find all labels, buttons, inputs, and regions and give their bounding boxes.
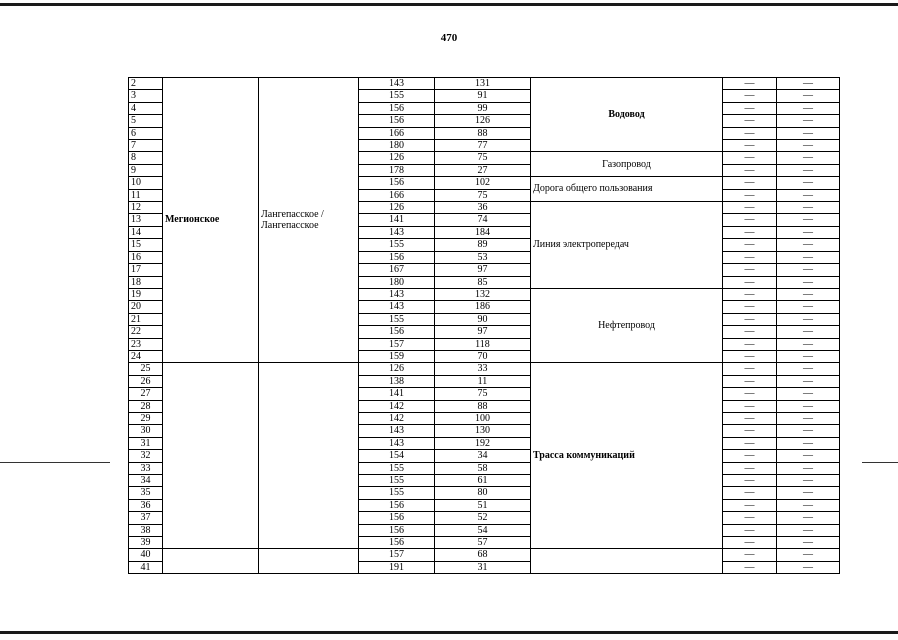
value-b: 91 [435, 90, 531, 102]
value-a: 191 [359, 561, 435, 573]
value-a: 156 [359, 512, 435, 524]
dash-cell: — [777, 140, 840, 152]
dash-cell: — [723, 251, 777, 263]
field-cell: Лангепасское / Лангепасское [259, 78, 359, 363]
value-a: 166 [359, 189, 435, 201]
row-number: 36 [129, 499, 163, 511]
row-number: 13 [129, 214, 163, 226]
scan-artifact-line [0, 462, 110, 463]
dash-cell: — [723, 301, 777, 313]
value-b: 192 [435, 437, 531, 449]
row-number: 2 [129, 78, 163, 90]
dash-cell: — [723, 487, 777, 499]
value-b: 75 [435, 388, 531, 400]
value-a: 180 [359, 276, 435, 288]
dash-cell: — [723, 78, 777, 90]
table-row [129, 549, 840, 561]
row-number: 7 [129, 140, 163, 152]
dash-cell: — [777, 226, 840, 238]
row-number: 17 [129, 264, 163, 276]
row-number: 37 [129, 512, 163, 524]
row-number: 3 [129, 90, 163, 102]
dash-cell: — [777, 127, 840, 139]
value-a: 126 [359, 152, 435, 164]
value-b: 54 [435, 524, 531, 536]
dash-cell: — [777, 537, 840, 549]
dash-cell: — [777, 450, 840, 462]
value-a: 155 [359, 462, 435, 474]
value-a: 156 [359, 537, 435, 549]
dash-cell: — [723, 412, 777, 424]
row-number: 21 [129, 313, 163, 325]
value-a: 156 [359, 177, 435, 189]
dash-cell: — [723, 239, 777, 251]
value-b: 58 [435, 462, 531, 474]
value-a: 155 [359, 90, 435, 102]
value-a: 143 [359, 437, 435, 449]
value-b: 74 [435, 214, 531, 226]
row-number: 4 [129, 102, 163, 114]
value-b: 97 [435, 264, 531, 276]
dash-cell: — [777, 549, 840, 561]
value-b: 80 [435, 487, 531, 499]
row-number: 26 [129, 375, 163, 387]
dash-cell: — [723, 264, 777, 276]
dash-cell: — [723, 499, 777, 511]
dash-cell: — [777, 524, 840, 536]
value-b: 70 [435, 350, 531, 362]
row-number: 34 [129, 475, 163, 487]
dash-cell: — [777, 388, 840, 400]
dash-cell: — [777, 462, 840, 474]
value-b: 11 [435, 375, 531, 387]
row-number: 41 [129, 561, 163, 573]
row-number: 8 [129, 152, 163, 164]
dash-cell: — [777, 115, 840, 127]
dash-cell: — [777, 499, 840, 511]
value-b: 77 [435, 140, 531, 152]
row-number: 23 [129, 338, 163, 350]
value-b: 85 [435, 276, 531, 288]
purpose-comm: Трасса коммуникаций [531, 363, 723, 549]
dash-cell: — [723, 524, 777, 536]
row-number: 31 [129, 437, 163, 449]
page-number: 470 [440, 32, 458, 44]
data-table [128, 77, 840, 574]
dash-cell: — [723, 537, 777, 549]
row-number: 18 [129, 276, 163, 288]
value-b: 33 [435, 363, 531, 375]
dash-cell: — [777, 276, 840, 288]
value-b: 131 [435, 78, 531, 90]
value-b: 186 [435, 301, 531, 313]
value-a: 142 [359, 400, 435, 412]
row-number: 30 [129, 425, 163, 437]
value-b: 61 [435, 475, 531, 487]
dash-cell: — [777, 239, 840, 251]
dash-cell: — [777, 288, 840, 300]
dash-cell: — [777, 189, 840, 201]
value-a: 156 [359, 499, 435, 511]
dash-cell: — [723, 462, 777, 474]
dash-cell: — [777, 313, 840, 325]
dash-cell: — [777, 437, 840, 449]
dash-cell: — [723, 350, 777, 362]
value-a: 156 [359, 524, 435, 536]
dash-cell: — [777, 487, 840, 499]
dash-cell: — [777, 326, 840, 338]
value-b: 184 [435, 226, 531, 238]
dash-cell: — [723, 140, 777, 152]
dash-cell: — [723, 276, 777, 288]
dash-cell: — [723, 425, 777, 437]
dash-cell: — [777, 301, 840, 313]
value-a: 143 [359, 78, 435, 90]
dash-cell: — [723, 288, 777, 300]
value-a: 155 [359, 487, 435, 499]
dash-cell: — [777, 338, 840, 350]
dash-cell: — [777, 90, 840, 102]
purpose-oil: Нефтепровод [531, 288, 723, 362]
purpose-gas: Газопровод [531, 152, 723, 177]
purpose-power: Линия электропередач [531, 202, 723, 289]
row-number: 40 [129, 549, 163, 561]
dash-cell: — [723, 226, 777, 238]
value-a: 143 [359, 301, 435, 313]
value-b: 36 [435, 202, 531, 214]
dash-cell: — [777, 251, 840, 263]
value-a: 138 [359, 375, 435, 387]
dash-cell: — [723, 164, 777, 176]
value-a: 143 [359, 226, 435, 238]
value-b: 34 [435, 450, 531, 462]
value-a: 126 [359, 202, 435, 214]
row-number: 20 [129, 301, 163, 313]
dash-cell: — [777, 164, 840, 176]
dash-cell: — [723, 115, 777, 127]
row-number: 5 [129, 115, 163, 127]
region-cell: Мегионское [163, 78, 259, 363]
dash-cell: — [723, 363, 777, 375]
row-number: 19 [129, 288, 163, 300]
value-a: 154 [359, 450, 435, 462]
value-a: 155 [359, 475, 435, 487]
value-a: 156 [359, 115, 435, 127]
value-b: 88 [435, 127, 531, 139]
row-number: 33 [129, 462, 163, 474]
row-number: 25 [129, 363, 163, 375]
value-b: 97 [435, 326, 531, 338]
row-number: 14 [129, 226, 163, 238]
dash-cell: — [723, 338, 777, 350]
dash-cell: — [723, 214, 777, 226]
dash-cell: — [777, 363, 840, 375]
row-number: 27 [129, 388, 163, 400]
value-b: 90 [435, 313, 531, 325]
dash-cell: — [777, 214, 840, 226]
dash-cell: — [777, 202, 840, 214]
row-number: 38 [129, 524, 163, 536]
row-number: 11 [129, 189, 163, 201]
value-b: 27 [435, 164, 531, 176]
value-a: 155 [359, 313, 435, 325]
value-a: 143 [359, 425, 435, 437]
region-cell-empty [163, 363, 259, 549]
value-b: 75 [435, 189, 531, 201]
table-row [129, 78, 840, 90]
dash-cell: — [723, 90, 777, 102]
value-a: 156 [359, 102, 435, 114]
dash-cell: — [777, 561, 840, 573]
dash-cell: — [723, 388, 777, 400]
dash-cell: — [777, 512, 840, 524]
row-number: 6 [129, 127, 163, 139]
value-b: 118 [435, 338, 531, 350]
value-a: 156 [359, 251, 435, 263]
value-b: 75 [435, 152, 531, 164]
scan-artifact-line [862, 462, 898, 463]
value-a: 166 [359, 127, 435, 139]
dash-cell: — [723, 450, 777, 462]
dash-cell: — [723, 127, 777, 139]
dash-cell: — [777, 102, 840, 114]
row-number: 39 [129, 537, 163, 549]
dash-cell: — [723, 475, 777, 487]
value-a: 141 [359, 214, 435, 226]
value-b: 100 [435, 412, 531, 424]
dash-cell: — [723, 102, 777, 114]
dash-cell: — [723, 437, 777, 449]
value-b: 126 [435, 115, 531, 127]
value-b: 52 [435, 512, 531, 524]
region-cell-empty [163, 549, 259, 574]
value-a: 167 [359, 264, 435, 276]
dash-cell: — [723, 313, 777, 325]
row-number: 10 [129, 177, 163, 189]
dash-cell: — [777, 152, 840, 164]
dash-cell: — [723, 512, 777, 524]
bottom-rule [0, 631, 898, 634]
value-b: 53 [435, 251, 531, 263]
value-b: 68 [435, 549, 531, 561]
row-number: 12 [129, 202, 163, 214]
value-b: 88 [435, 400, 531, 412]
dash-cell: — [723, 189, 777, 201]
dash-cell: — [777, 400, 840, 412]
value-a: 155 [359, 239, 435, 251]
value-a: 178 [359, 164, 435, 176]
purpose-empty [531, 549, 723, 574]
row-number: 16 [129, 251, 163, 263]
dash-cell: — [777, 412, 840, 424]
top-rule [0, 3, 898, 6]
dash-cell: — [723, 400, 777, 412]
value-b: 51 [435, 499, 531, 511]
value-b: 132 [435, 288, 531, 300]
value-b: 99 [435, 102, 531, 114]
dash-cell: — [723, 375, 777, 387]
field-cell-empty [259, 549, 359, 574]
value-a: 156 [359, 326, 435, 338]
value-a: 157 [359, 338, 435, 350]
dash-cell: — [723, 152, 777, 164]
dash-cell: — [777, 350, 840, 362]
value-a: 126 [359, 363, 435, 375]
dash-cell: — [777, 78, 840, 90]
row-number: 29 [129, 412, 163, 424]
row-number: 15 [129, 239, 163, 251]
value-a: 142 [359, 412, 435, 424]
dash-cell: — [777, 264, 840, 276]
row-number: 28 [129, 400, 163, 412]
dash-cell: — [723, 561, 777, 573]
value-b: 89 [435, 239, 531, 251]
value-a: 157 [359, 549, 435, 561]
value-b: 31 [435, 561, 531, 573]
row-number: 22 [129, 326, 163, 338]
field-cell-empty [259, 363, 359, 549]
row-number: 32 [129, 450, 163, 462]
purpose-water: Водовод [531, 78, 723, 152]
value-b: 130 [435, 425, 531, 437]
dash-cell: — [723, 326, 777, 338]
dash-cell: — [723, 549, 777, 561]
dash-cell: — [723, 177, 777, 189]
row-number: 24 [129, 350, 163, 362]
value-b: 57 [435, 537, 531, 549]
dash-cell: — [777, 375, 840, 387]
value-b: 102 [435, 177, 531, 189]
value-a: 143 [359, 288, 435, 300]
dash-cell: — [777, 475, 840, 487]
row-number: 35 [129, 487, 163, 499]
value-a: 180 [359, 140, 435, 152]
table-row [129, 363, 840, 375]
purpose-road: Дорога общего пользования [531, 177, 723, 202]
value-a: 141 [359, 388, 435, 400]
dash-cell: — [723, 202, 777, 214]
dash-cell: — [777, 425, 840, 437]
dash-cell: — [777, 177, 840, 189]
table-body [129, 78, 840, 574]
value-a: 159 [359, 350, 435, 362]
row-number: 9 [129, 164, 163, 176]
